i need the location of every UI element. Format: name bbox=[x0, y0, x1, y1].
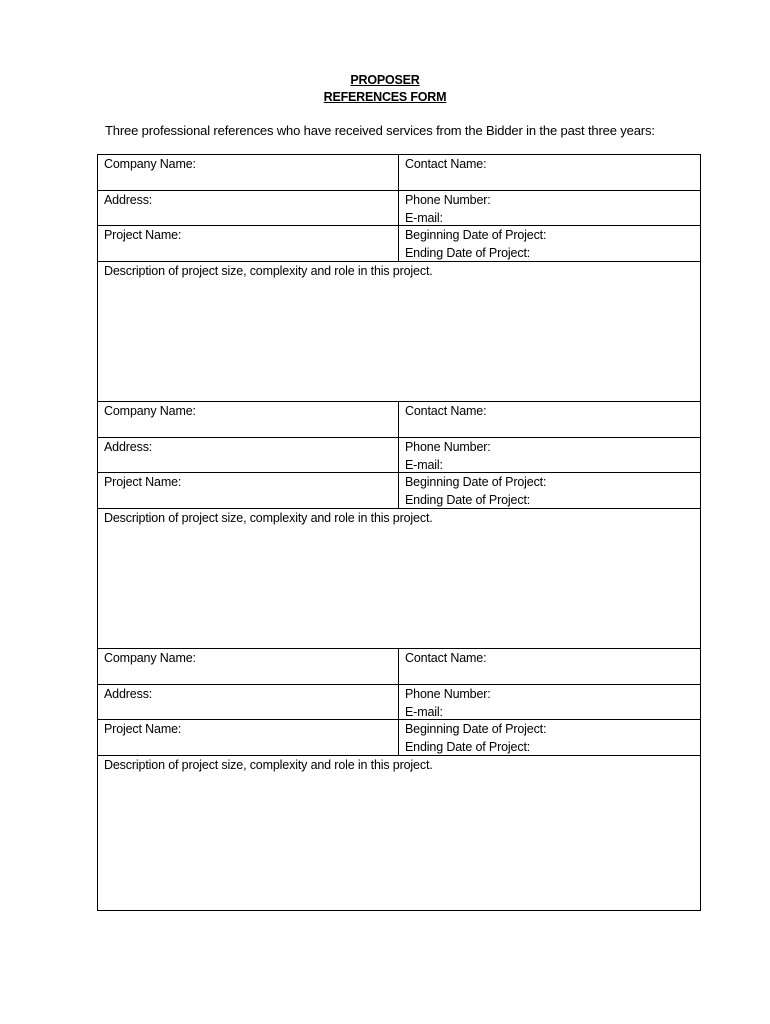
project-dates-row bbox=[98, 719, 700, 755]
phone-number-label: Phone Number: bbox=[405, 193, 491, 207]
company-name-field[interactable] bbox=[98, 402, 399, 437]
address-label: Address: bbox=[104, 687, 153, 701]
project-name-field[interactable] bbox=[98, 720, 399, 755]
company-contact-row bbox=[98, 155, 700, 190]
description-row bbox=[98, 508, 700, 648]
description-field[interactable] bbox=[98, 756, 700, 910]
description-label: Description of project size, complexity and role in this project. bbox=[104, 511, 433, 525]
project-dates-field[interactable] bbox=[399, 720, 700, 755]
reference-block-3 bbox=[98, 648, 700, 910]
company-name-label: Company Name: bbox=[104, 651, 196, 665]
address-label: Address: bbox=[104, 440, 153, 454]
ending-date-label: Ending Date of Project: bbox=[405, 739, 531, 754]
project-name-label: Project Name: bbox=[104, 475, 182, 489]
phone-number-label: Phone Number: bbox=[405, 687, 491, 701]
reference-block-1 bbox=[98, 155, 700, 401]
description-row bbox=[98, 755, 700, 910]
address-phone-row bbox=[98, 437, 700, 472]
contact-name-label: Contact Name: bbox=[405, 651, 487, 665]
company-name-field[interactable] bbox=[98, 649, 399, 684]
contact-name-field[interactable] bbox=[399, 649, 700, 684]
contact-name-field[interactable] bbox=[399, 402, 700, 437]
description-label: Description of project size, complexity and role in this project. bbox=[104, 758, 433, 772]
contact-name-label: Contact Name: bbox=[405, 157, 487, 171]
address-field[interactable] bbox=[98, 191, 399, 225]
phone-email-field[interactable] bbox=[399, 191, 700, 225]
company-contact-row bbox=[98, 402, 700, 437]
intro-text: Three professional references who have received services from the Bidder in the past three years: bbox=[105, 123, 655, 138]
contact-name-label: Contact Name: bbox=[405, 404, 487, 418]
company-name-field[interactable] bbox=[98, 155, 399, 190]
project-name-label: Project Name: bbox=[104, 722, 182, 736]
description-field[interactable] bbox=[98, 262, 700, 401]
contact-name-field[interactable] bbox=[399, 155, 700, 190]
company-name-label: Company Name: bbox=[104, 404, 196, 418]
project-name-field[interactable] bbox=[98, 226, 399, 261]
ending-date-label: Ending Date of Project: bbox=[405, 245, 531, 260]
address-field[interactable] bbox=[98, 685, 399, 719]
title-line-proposer: PROPOSER bbox=[350, 73, 420, 87]
ending-date-label: Ending Date of Project: bbox=[405, 492, 531, 507]
beginning-date-label: Beginning Date of Project: bbox=[405, 228, 547, 242]
phone-email-field[interactable] bbox=[399, 438, 700, 472]
beginning-date-label: Beginning Date of Project: bbox=[405, 722, 547, 736]
project-name-label: Project Name: bbox=[104, 228, 182, 242]
address-phone-row bbox=[98, 190, 700, 225]
references-table bbox=[97, 154, 701, 911]
company-contact-row bbox=[98, 649, 700, 684]
description-label: Description of project size, complexity and role in this project. bbox=[104, 264, 433, 278]
address-phone-row bbox=[98, 684, 700, 719]
phone-number-label: Phone Number: bbox=[405, 440, 491, 454]
beginning-date-label: Beginning Date of Project: bbox=[405, 475, 547, 489]
phone-email-field[interactable] bbox=[399, 685, 700, 719]
project-dates-field[interactable] bbox=[399, 473, 700, 508]
company-name-label: Company Name: bbox=[104, 157, 196, 171]
project-dates-row bbox=[98, 225, 700, 261]
address-field[interactable] bbox=[98, 438, 399, 472]
description-field[interactable] bbox=[98, 509, 700, 648]
project-name-field[interactable] bbox=[98, 473, 399, 508]
project-dates-field[interactable] bbox=[399, 226, 700, 261]
reference-block-2 bbox=[98, 401, 700, 648]
form-title bbox=[0, 72, 770, 106]
email-label: E-mail: bbox=[405, 210, 443, 225]
email-label: E-mail: bbox=[405, 457, 443, 472]
description-row bbox=[98, 261, 700, 401]
address-label: Address: bbox=[104, 193, 153, 207]
title-line-references-form: REFERENCES FORM bbox=[323, 90, 447, 104]
email-label: E-mail: bbox=[405, 704, 443, 719]
project-dates-row bbox=[98, 472, 700, 508]
